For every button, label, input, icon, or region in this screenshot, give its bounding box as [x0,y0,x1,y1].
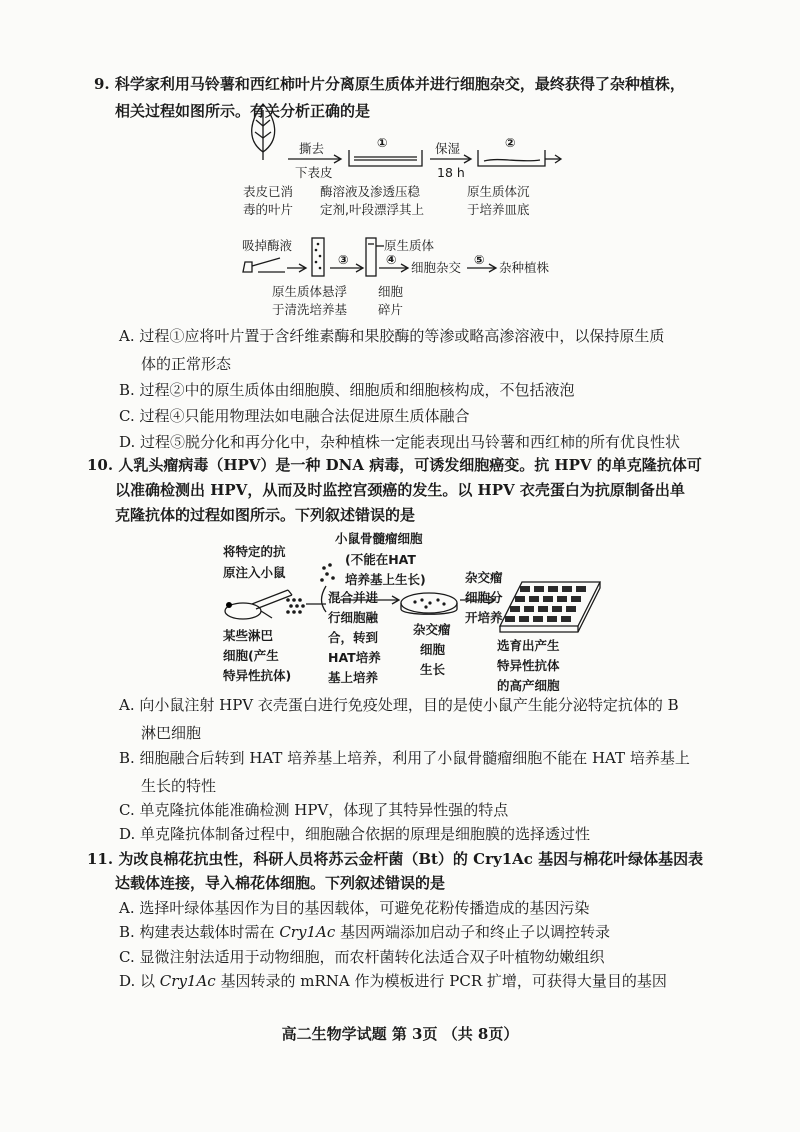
separate-label-3: 开培养 [465,610,503,625]
select-label-1: 选育出产生 [497,638,560,653]
dish2-caption-2: 于培养皿底 [467,202,530,217]
step-4-label: ④ [386,252,397,267]
lymph-label-1: 某些淋巴 [223,628,274,643]
q10-option-a-line1: A. 向小鼠注射 HPV 衣壳蛋白进行免疫处理，目的是使小鼠产生能分泌特定抗体的 B [119,696,679,714]
plate-well [524,606,534,612]
hybridoma-label-2: 细胞 [420,642,446,657]
myeloma-dots-icon [320,563,335,582]
q11-option-b [119,918,610,946]
q11-option-b-post: 基因两端添加启动子和终止子以调控转录 [335,923,611,941]
tube1-caption-2: 于清洗培养基 [272,302,348,317]
myeloma-label-1: 小鼠骨髓瘤细胞 [335,531,423,546]
q11-option-d-pre: D. 以 [119,972,160,990]
q9-option-a-line2: 体的正常形态 [141,355,232,373]
hybrid-label: 杂种植株 [499,260,550,275]
q9-stem-line1: 9. 科学家利用马铃薯和西红柿叶片分离原生质体并进行细胞杂交，最终获得了杂种植株， [94,75,685,93]
plate-well [552,606,562,612]
step-1-label: ① [377,135,388,150]
q11-option-b-pre: B. 构建表达载体时需在 [119,923,280,941]
q10-stem-line2: 以准确检测出 HPV，从而及时监控宫颈癌的发生。以 HPV 衣壳蛋白为抗原制备出单 [115,481,685,499]
mix-label-1: 混合并进 [328,590,379,605]
arrow1-bottom-label: 下表皮 [295,165,333,180]
dish1-caption-2: 定剂,叶段漂浮其上 [320,202,424,217]
lymph-label-2: 细胞(产生 [223,648,279,663]
plate-well [533,616,543,622]
q11-option-d-post: 基因转录的 mRNA 作为模板进行 PCR 扩增，可获得大量目的基因 [215,972,667,990]
inject-label-2: 原注入小鼠 [223,565,286,580]
mix-label-2: 行细胞融 [328,610,379,625]
plate-well [529,596,539,602]
page-footer: 高二生物学试题 第 3页 （共 8页） [281,1025,519,1043]
plate-well [510,606,520,612]
plate-well [534,586,544,592]
q9-option-b: B. 过程②中的原生质体由细胞膜、细胞质和细胞核构成，不包括液泡 [119,381,575,399]
plate-well [519,616,529,622]
arrow2-top-label: 保湿 [435,141,461,156]
q10-option-d: D. 单克隆抗体制备过程中，细胞融合依据的原理是细胞膜的选择透过性 [119,825,591,843]
q11-stem-line2: 达载体连接，导入棉花体细胞。下列叙述错误的是 [115,874,446,892]
q9-option-a-line1: A. 过程①应将叶片置于含纤维素酶和果胶酶的等渗或略高渗溶液中，以保持原生质 [119,327,665,345]
q10-option-b [119,744,739,800]
debris-label-1: 细胞 [378,284,404,299]
q9-stem-line2: 相关过程如图所示。有关分析正确的是 [115,102,371,120]
aspirate-label: 吸掉酶液 [242,238,293,253]
plate-well [561,616,571,622]
plate-well [576,586,586,592]
step-2-label: ② [505,135,516,150]
q9-option-d: D. 过程⑤脱分化和再分化中，杂种植株一定能表现出马铃薯和西红柿的所有优良性状 [119,433,681,451]
step-5-label: ⑤ [474,252,485,267]
plate-well [515,596,525,602]
inject-label-1: 将特定的抗 [223,544,286,559]
plate-well [548,586,558,592]
q11-option-a: A. 选择叶绿体基因作为目的基因载体，可避免花粉传播造成的基因污染 [119,899,590,917]
mix-label-4: HAT培养 [328,650,381,665]
step-3-label: ③ [338,252,349,267]
q10-option-b-line1: B. 细胞融合后转到 HAT 培养基上培养，利用了小鼠骨髓瘤细胞不能在 HAT 培养基上 [119,749,690,767]
q11-stem-line1: 11. 为改良棉花抗虫性，科研人员将苏云金杆菌（Bt）的 Cry1Ac 基因与棉花叶绿体基因表 [87,850,704,868]
q10-stem-line3: 克隆抗体的过程如图所示。下列叙述错误的是 [115,506,416,524]
dish1-caption-1: 酶溶液及渗透压稳 [320,184,421,199]
q10-stem-line1: 10. 人乳头瘤病毒（HPV）是一种 DNA 病毒，可诱发细胞癌变。抗 HPV 的单克隆抗体可 [87,456,702,474]
plate-well [520,586,530,592]
q11-option-b-gene: Cry1Ac [279,923,336,941]
plate-well [566,606,576,612]
q11-option-c: C. 显微注射法适用于动物细胞，而农杆菌转化法适合双子叶植物幼嫩组织 [119,948,605,966]
plate-well [538,606,548,612]
fusion-label: 细胞杂交 [411,260,462,275]
plate-well [505,616,515,622]
q10-option-c: C. 单克隆抗体能准确检测 HPV，体现了其特异性强的特点 [119,801,509,819]
separate-label-2: 细胞分 [465,590,503,605]
lymph-label-3: 特异性抗体) [223,668,292,683]
lymphocyte-dots-icon [286,598,305,614]
plate-well [543,596,553,602]
plate-well [571,596,581,602]
hybridoma-label-1: 杂交瘤 [413,622,451,637]
q10-option-a-line2: 淋巴细胞 [141,724,202,742]
merge-line-icon [322,586,327,612]
tube1-caption-1: 原生质体悬浮 [272,284,348,299]
arrow1-top-label: 撕去 [299,141,325,156]
q9-option-c: C. 过程④只能用物理法如电融合法促进原生质体融合 [119,407,470,425]
separate-label-1: 杂交瘤 [465,570,503,585]
syringe-icon [252,590,288,604]
mix-label-5: 基上培养 [328,670,379,685]
q11-option-d [119,967,667,995]
select-label-2: 特异性抗体 [497,658,560,673]
arrow2-bottom-label: 18 h [437,165,465,180]
hybridoma-dots-icon [413,598,445,608]
plate-well [562,586,572,592]
protoplast-label: 原生质体 [384,238,435,253]
hybridoma-label-3: 生长 [420,662,446,677]
q10-option-a [119,691,739,747]
plate-well [557,596,567,602]
q10-option-b-line2: 生长的特性 [141,777,217,795]
leaf-caption-2: 毒的叶片 [243,202,294,217]
select-label-3: 的高产细胞 [497,678,560,693]
mix-label-3: 合，转到 [328,630,379,645]
debris-label-2: 碎片 [378,302,404,317]
myeloma-label-3: 培养基上生长) [345,572,426,587]
plate-well [547,616,557,622]
dish2-caption-1: 原生质体沉 [467,184,530,199]
leaf-caption-1: 表皮已消 [243,184,294,199]
q11-option-d-gene: Cry1Ac [159,972,216,990]
myeloma-label-2: (不能在HAT [345,552,416,567]
